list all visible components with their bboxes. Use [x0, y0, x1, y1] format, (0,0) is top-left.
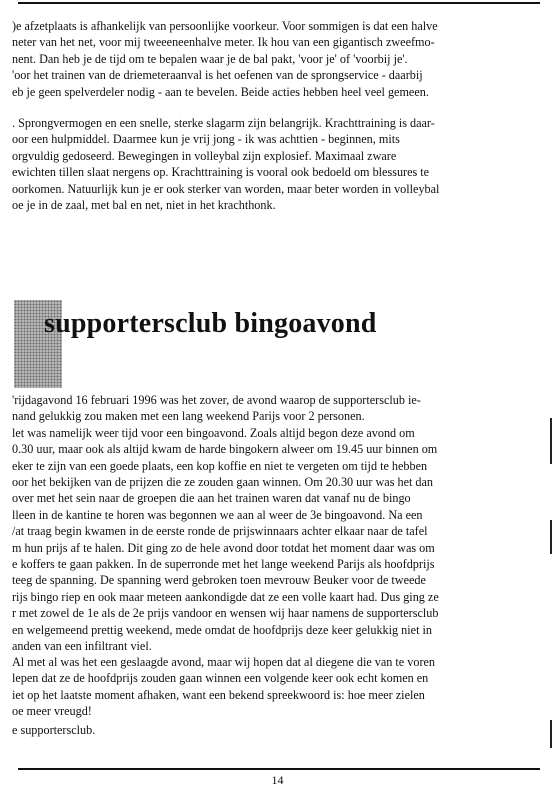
text-line: m hun prijs af te halen. Dit ging zo de hele avond door totdat het moment daar was om	[12, 540, 435, 555]
text-line: oe je in de zaal, met bal en net, niet in het krachthonk.	[12, 198, 276, 213]
signature-line	[12, 722, 542, 738]
text-line: eb je geen spelverdeler nodig - aan te bevelen. Beide acties hebben heel veel gemeen.	[12, 84, 429, 99]
text-line: oor het bekijken van de prijzen die ze zouden gaan winnen. Om 20.30 uur was het dan	[12, 475, 434, 490]
text-line: rijs bingo riep en ook maar meteen aankondigde dat ze een volle kaart had. Dus ging ze	[12, 589, 439, 604]
text-line: en welgemeend prettig weekend, mede omdat de hoofdprijs deze keer gelukkig niet in	[12, 622, 432, 637]
top-rule	[18, 2, 540, 4]
paragraph-krachttraining	[12, 115, 542, 213]
text-line: nand gelukkig zou maken met een lang weekend Parijs voor 2 personen.	[12, 409, 365, 424]
text-line: orgvuldig gedoseerd. Bewegingen in volleybal zijn explosief. Maximaal zware	[12, 148, 397, 163]
text-line: oe meer vreugd!	[12, 704, 92, 719]
text-line: nent. Dan heb je de tijd om te bepalen waar je de bal pakt, 'voor je' of 'voorbij je'.	[12, 51, 408, 66]
edge-mark	[550, 720, 552, 748]
text-line: /at traag begin kwamen in de eerste ronde de prijswinnaars achter elkaar naar de tafel	[12, 524, 428, 539]
page-number: 14	[271, 773, 284, 787]
text-line: eker te zijn van een goede plaats, een kop koffie en niet te vergeten om tijd te hebben	[12, 458, 428, 473]
text-line: neter van het net, voor mij tweeeneenhalve meter. Ik hou van een gigantisch zweefmo-	[12, 35, 435, 50]
text-line: oorkomen. Natuurlijk kun je er ook sterker van worden, maar beter worden in volleybal	[12, 181, 440, 196]
text-line: anden van een infiltrant viel.	[12, 639, 152, 654]
edge-mark	[550, 418, 552, 464]
text-line: 'rijdagavond 16 februari 1996 was het zover, de avond waarop de supportersclub ie-	[12, 393, 421, 407]
bottom-rule	[18, 768, 540, 770]
text-line: )e afzetplaats is afhankelijk van persoonlijke voorkeur. Voor sommigen is dat een halve	[12, 19, 438, 33]
text-line: over met het sein naar de groepen die aan het trainen waren dat vanaf nu de bingo	[12, 491, 411, 506]
text-line: . Sprongvermogen en een snelle, sterke slagarm zijn belangrijk. Krachttraining is daar-	[12, 116, 435, 130]
paragraph-afzetplaats	[12, 18, 542, 100]
text-line: Al met al was het een geslaagde avond, maar wij hopen dat al diegene die van te voren	[12, 655, 436, 669]
text-line: 0.30 uur, maar ook als altijd kwam de harde bingokern alweer om 19.45 uur binnen om	[12, 442, 438, 457]
paragraph-conclusion	[12, 654, 542, 720]
text-line: r met zowel de 1e als de 2e prijs vandoor en wensen wij haar namens de supportersclub	[12, 606, 439, 621]
text-line: e supportersclub.	[12, 723, 96, 737]
text-line: ewichten tillen slaat nergens op. Krachttraining is vooral ook bedoeld om blessures te	[12, 165, 430, 180]
text-line: teeg de spanning. De spanning werd gebroken toen mevrouw Beuker voor de tweede	[12, 573, 426, 588]
text-line: lleen in de kantine te horen was begonnen we aan al weer de 3e bingoavond. Na een	[12, 507, 423, 522]
text-line: lepen dat ze de hoofdprijs zouden gaan winnen een volgende keer ook echt komen en	[12, 671, 429, 686]
edge-mark	[550, 520, 552, 554]
text-line: 'oor het trainen van de driemeteraanval is het oefenen van de sprongservice - daarbij	[12, 68, 423, 83]
section-heading: supportersclub bingoavond	[44, 308, 377, 339]
text-line: iet op het laatste moment afhaken, want een bekend spreekwoord is: hoe meer zielen	[12, 687, 425, 702]
paragraph-bingo-report	[12, 392, 542, 655]
text-line: oor een hulpmiddel. Daarmee kun je vrij jong - ik was achttien - beginnen, mits	[12, 132, 400, 147]
text-line: e koffers te gaan pakken. In de superronde met het lange weekend Parijs als hoofdprijs	[12, 557, 435, 572]
text-line: let was namelijk weer tijd voor een bingoavond. Zoals altijd begon deze avond om	[12, 425, 415, 440]
section-heading-block	[14, 300, 534, 388]
